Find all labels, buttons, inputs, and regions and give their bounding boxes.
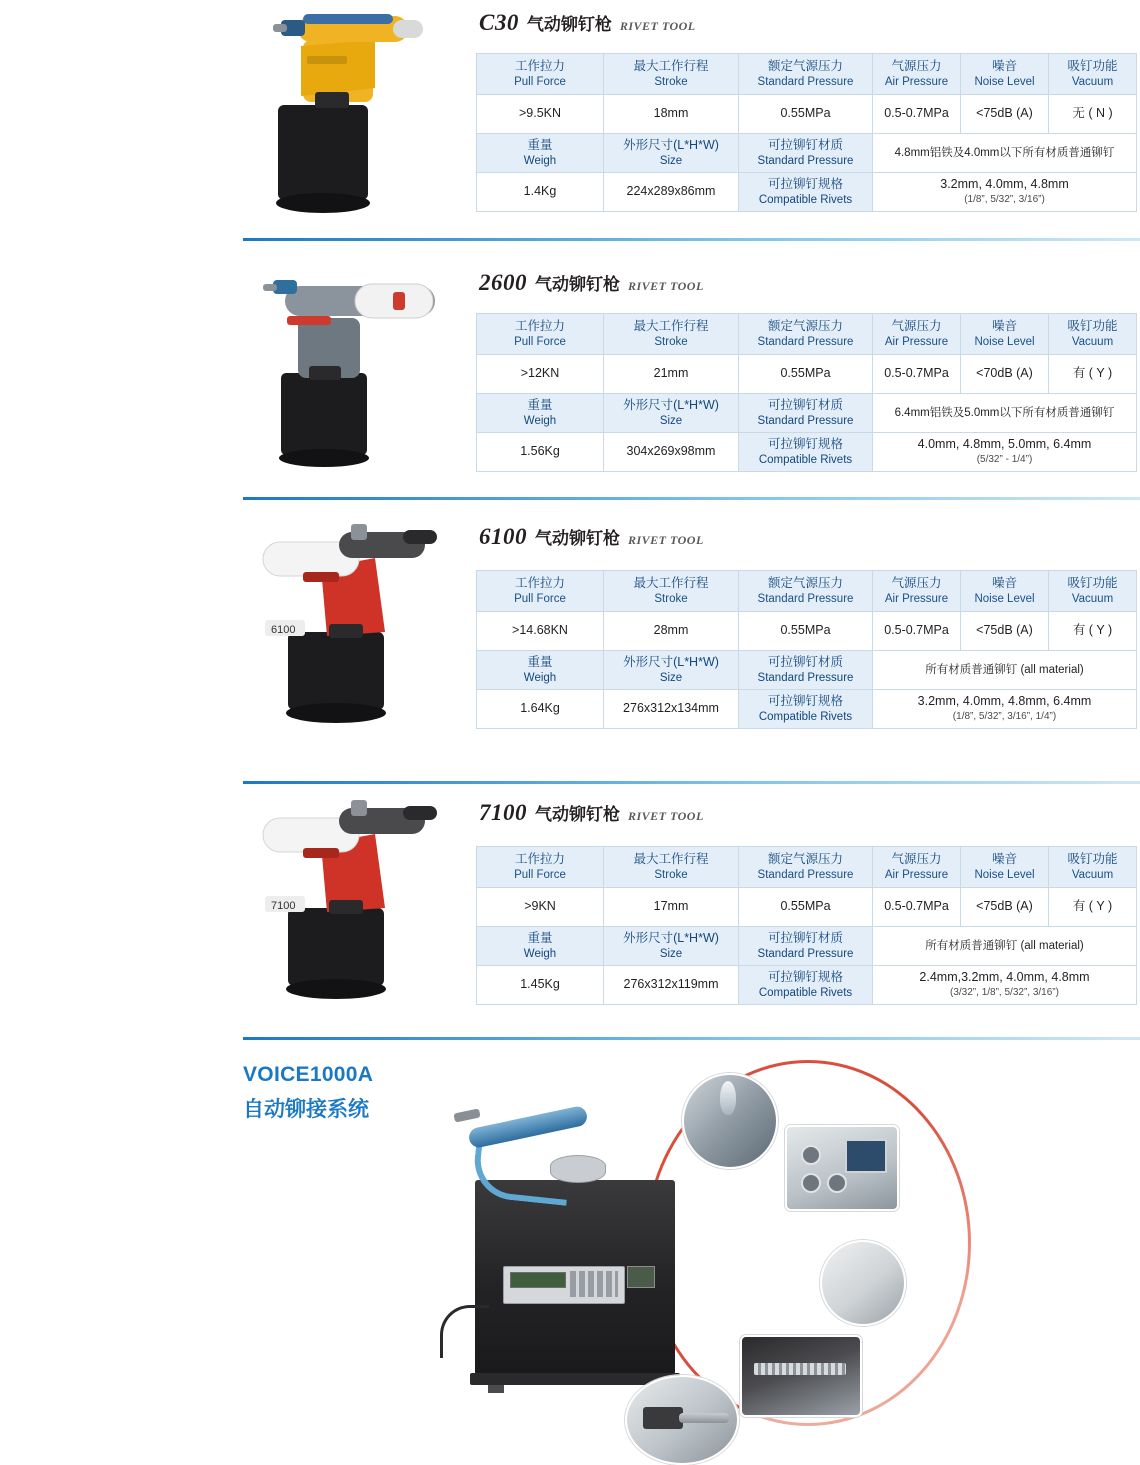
table-header-row [477,54,1137,95]
product-title-c30 [479,10,696,36]
photo-bubble-feeder [820,1240,906,1326]
header-stroke: 最大工作行程 Stroke [604,314,739,355]
header-rivet-material: 可拉铆钉材质 Standard Pressure [739,651,873,690]
header-weigh: 重量 Weigh [477,394,604,433]
spec-table-7100 [476,846,1137,1005]
header-stroke: 最大工作行程 Stroke [604,847,739,888]
header-rivet-material: 可拉铆钉材质 Standard Pressure [739,134,873,173]
product-model: 7100 [479,800,527,825]
product-title-6100 [479,524,704,550]
product-title-cn: 气动铆钉枪 [535,529,620,548]
controller-screen [845,1139,887,1173]
header-vacuum: 吸钉功能 Vacuum [1049,571,1137,612]
value-stroke: 21mm [604,355,739,394]
table-header-row [477,847,1137,888]
product-image-c30 [243,0,453,230]
header-air-pressure: 气源压力 Air Pressure [873,571,961,612]
value-vacuum: 有 ( Y ) [1049,612,1137,651]
value-standard-pressure: 0.55MPa [739,612,873,651]
gun-nose [453,1108,480,1122]
header-noise: 噪音 Noise Level [961,571,1049,612]
header-vacuum: 吸钉功能 Vacuum [1049,314,1137,355]
section-divider [243,497,1140,500]
header-rivet-spec: 可拉铆钉规格 Compatible Rivets [739,173,873,212]
value-rivet-spec: 3.2mm, 4.0mm, 4.8mm (1/8”, 5/32”, 3/16”) [873,173,1137,212]
power-cord [440,1305,489,1358]
product-title-en: RIVET TOOL [628,533,704,547]
spec-table-6100 [476,570,1137,729]
value-size: 276x312x134mm [604,690,739,729]
spec-table-c30 [476,53,1137,212]
header-pull-force: 工作拉力 Pull Force [477,847,604,888]
value-air-pressure: 0.5-0.7MPa [873,612,961,651]
table-row [477,927,1137,966]
voice-system-illustration [440,1055,1000,1435]
value-air-pressure: 0.5-0.7MPa [873,95,961,134]
table-row [477,612,1137,651]
voice-system-name: 自动铆接系统 [243,1098,369,1121]
value-standard-pressure: 0.55MPa [739,888,873,927]
value-rivet-spec: 3.2mm, 4.0mm, 4.8mm, 6.4mm (1/8”, 5/32”, 3/16”, 1/4”) [873,690,1137,729]
header-rivet-spec: 可拉铆钉规格 Compatible Rivets [739,690,873,729]
rivet-tool-illustration [243,788,453,1018]
header-rivet-spec: 可拉铆钉规格 Compatible Rivets [739,433,873,472]
header-rivet-spec: 可拉铆钉规格 Compatible Rivets [739,966,873,1005]
value-air-pressure: 0.5-0.7MPa [873,355,961,394]
panel-display [510,1272,566,1288]
header-noise: 噪音 Noise Level [961,314,1049,355]
header-standard-pressure: 额定气源压力 Standard Pressure [739,847,873,888]
header-size: 外形尺寸(L*H*W) Size [604,134,739,173]
controller-knob-2 [801,1173,821,1193]
product-image-2600 [243,258,453,488]
section-divider [243,1037,1140,1040]
table-row [477,134,1137,173]
value-vacuum: 无 ( N ) [1049,95,1137,134]
value-size: 224x289x86mm [604,173,739,212]
table-row [477,394,1137,433]
value-pull-force: >12KN [477,355,604,394]
connector-rod [679,1413,729,1423]
header-pull-force: 工作拉力 Pull Force [477,54,604,95]
header-size: 外形尺寸(L*H*W) Size [604,651,739,690]
header-size: 外形尺寸(L*H*W) Size [604,927,739,966]
header-standard-pressure: 额定气源压力 Standard Pressure [739,314,873,355]
value-pull-force: >9KN [477,888,604,927]
value-noise: <75dB (A) [961,95,1049,134]
value-stroke: 18mm [604,95,739,134]
spec-table-2600 [476,313,1137,472]
value-vacuum: 有 ( Y ) [1049,355,1137,394]
value-standard-pressure: 0.55MPa [739,95,873,134]
value-weigh: 1.64Kg [477,690,604,729]
header-weigh: 重量 Weigh [477,134,604,173]
rivet-tool-illustration [243,0,453,230]
header-air-pressure: 气源压力 Air Pressure [873,314,961,355]
table-row [477,355,1137,394]
header-stroke: 最大工作行程 Stroke [604,54,739,95]
table-header-row [477,571,1137,612]
header-noise: 噪音 Noise Level [961,847,1049,888]
value-size: 276x312x119mm [604,966,739,1005]
product-model: C30 [479,10,519,35]
header-stroke: 最大工作行程 Stroke [604,571,739,612]
product-model: 6100 [479,524,527,549]
value-pull-force: >14.68KN [477,612,604,651]
product-title-en: RIVET TOOL [628,279,704,293]
header-standard-pressure: 额定气源压力 Standard Pressure [739,571,873,612]
product-title-2600 [479,270,704,296]
product-title-cn: 气动铆钉枪 [526,15,612,34]
value-rivet-spec: 2.4mm,3.2mm, 4.0mm, 4.8mm (3/32”, 1/8”, 5/32”, 3/16”) [873,966,1137,1005]
value-stroke: 17mm [604,888,739,927]
value-air-pressure: 0.5-0.7MPa [873,888,961,927]
control-panel [503,1266,625,1304]
header-vacuum: 吸钉功能 Vacuum [1049,54,1137,95]
connector-plug [643,1407,683,1429]
rivet-strip [754,1363,846,1375]
value-standard-pressure: 0.55MPa [739,355,873,394]
header-pull-force: 工作拉力 Pull Force [477,571,604,612]
header-air-pressure: 气源压力 Air Pressure [873,54,961,95]
controller-knob-1 [801,1145,821,1165]
panel-keypad [570,1271,618,1297]
value-pull-force: >9.5KN [477,95,604,134]
header-air-pressure: 气源压力 Air Pressure [873,847,961,888]
header-rivet-material: 可拉铆钉材质 Standard Pressure [739,927,873,966]
drop-shape [720,1081,736,1115]
header-rivet-material: 可拉铆钉材质 Standard Pressure [739,394,873,433]
photo-bubble-controller [785,1125,899,1211]
table-row [477,173,1137,212]
section-divider [243,781,1140,784]
rivet-tool-illustration [243,258,453,488]
value-noise: <70dB (A) [961,355,1049,394]
product-title-7100 [479,800,704,826]
value-weigh: 1.4Kg [477,173,604,212]
value-noise: <75dB (A) [961,612,1049,651]
svg-text:6100: 6100 [271,624,296,636]
table-row [477,888,1137,927]
table-row [477,95,1137,134]
header-size: 外形尺寸(L*H*W) Size [604,394,739,433]
table-row [477,651,1137,690]
product-image-7100 [243,788,453,1018]
value-rivet-material: 6.4mm铝铁及5.0mm以下所有材质普通铆钉 [873,394,1137,433]
product-image-6100 [243,512,453,742]
voice-system-model: VOICE1000A [243,1063,374,1086]
table-row [477,433,1137,472]
svg-text:7100: 7100 [271,900,296,912]
value-rivet-material: 所有材质普通铆钉 (all material) [873,927,1137,966]
value-rivet-spec: 4.0mm, 4.8mm, 5.0mm, 6.4mm (5/32” - 1/4”) [873,433,1137,472]
value-rivet-material: 4.8mm铝铁及4.0mm以下所有材质普通铆钉 [873,134,1137,173]
header-pull-force: 工作拉力 Pull Force [477,314,604,355]
voice-system-title [243,1063,373,1123]
value-weigh: 1.56Kg [477,433,604,472]
value-rivet-material: 所有材质普通铆钉 (all material) [873,651,1137,690]
value-noise: <75dB (A) [961,888,1049,927]
secondary-display [627,1266,655,1288]
header-noise: 噪音 Noise Level [961,54,1049,95]
product-title-cn: 气动铆钉枪 [535,805,620,824]
product-title-en: RIVET TOOL [628,809,704,823]
rivet-tool-illustration [243,512,453,742]
table-row [477,690,1137,729]
machine-body [475,1180,675,1375]
controller-knob-3 [827,1173,847,1193]
value-vacuum: 有 ( Y ) [1049,888,1137,927]
table-header-row [477,314,1137,355]
table-row [477,966,1137,1005]
section-divider [243,238,1140,241]
product-title-en: RIVET TOOL [619,19,696,33]
header-weigh: 重量 Weigh [477,651,604,690]
photo-bubble-rivets [740,1335,862,1417]
header-standard-pressure: 额定气源压力 Standard Pressure [739,54,873,95]
product-title-cn: 气动铆钉枪 [535,275,620,294]
product-model: 2600 [479,270,527,295]
value-stroke: 28mm [604,612,739,651]
photo-bubble-connector [625,1375,739,1465]
machine-foot-left [488,1385,504,1393]
header-weigh: 重量 Weigh [477,927,604,966]
header-vacuum: 吸钉功能 Vacuum [1049,847,1137,888]
photo-bubble-nozzle [682,1073,778,1169]
value-size: 304x269x98mm [604,433,739,472]
value-weigh: 1.45Kg [477,966,604,1005]
